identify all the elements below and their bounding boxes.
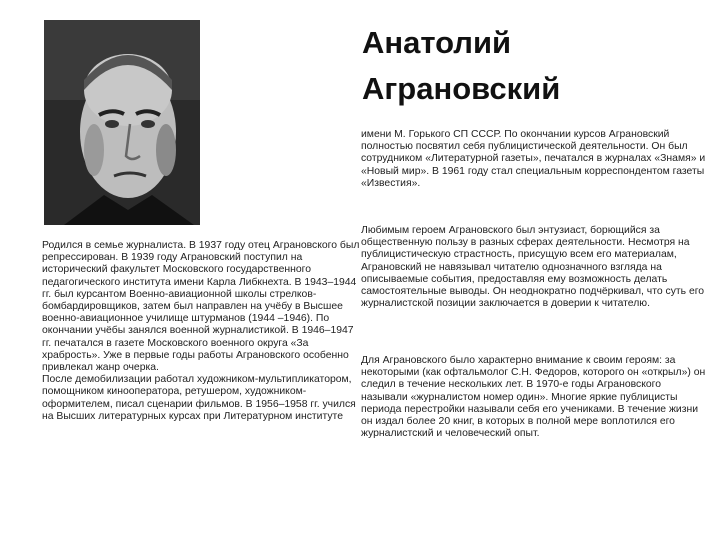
portrait-illustration bbox=[44, 20, 200, 225]
bio-paragraph: После демобилизации работал художником-мультипликатором, помощником кинооператора, ретушером, художником-оформителем, писал сценарии фильмов. В 1956–1958 гг. учился на Высших литературных курсах при Литературном институте bbox=[42, 374, 356, 422]
bio-paragraph: Для Аграновского было характерно внимание к своим героям: за некоторыми (как офтальмолог С.Н. Федоров, которого он «открыл») он следил в течение нескольких лет. В 1970-е годы Аграновского называли «журналистом номер один». Многие яркие публицисты периода перестройки называли себя его учениками. В течение жизни он издал более 20 книг, в которых в полной мере воплотился его журналистский и человеческий опыт. bbox=[361, 355, 706, 440]
bio-paragraph: Любимым героем Аграновского был энтузиаст, борющийся за общественную пользу в разных сферах деятельности. Несмотря на публицистическую страстность, присущую всем его материалам, Аграновский не навязывал читателю однозначного взгляда на описываемые события, предоставляя ему возможность делать самостоятельные выводы. Он неоднократно подчёркивал, что суть его журналистской позиции заключается в доверии к читателю. bbox=[361, 225, 705, 310]
bio-early-life bbox=[42, 240, 362, 423]
portrait-photo bbox=[44, 20, 200, 225]
bio-legacy bbox=[361, 355, 706, 440]
bio-paragraph: Родился в семье журналиста. В 1937 году отец Аграновского был репрессирован. В 1939 году Аграновский поступил на исторический факультет Московского государственного педагогического института имени Карла Либкнехта. В 1943–1944 гг. был курсантом Военно-авиационной школы стрелков-бомбардировщиков, затем был направлен на учёбу в Высшее военно-авиационное училище штурманов (1944 –1946). По окончании учёбы занялся военной журналистикой. В 1946–1947 гг. печатался в газете Московского военного округа «За храбрость». Уже в первые годы работы Аграновского особенно привлекал жанр очерка. bbox=[42, 240, 360, 374]
bio-continuation bbox=[361, 129, 706, 190]
page-title: Анатолий Аграновский bbox=[362, 25, 561, 106]
bio-heroes bbox=[361, 225, 706, 310]
bio-paragraph: имени М. Горького СП СССР. По окончании курсов Аграновский полностью посвятил себя публицистической деятельности. Он был сотрудником «Литературной газеты», печатался в журналах «Знамя» и «Новый мир». В 1961 году стал специальным корреспондентом газеты «Известия». bbox=[361, 129, 706, 189]
